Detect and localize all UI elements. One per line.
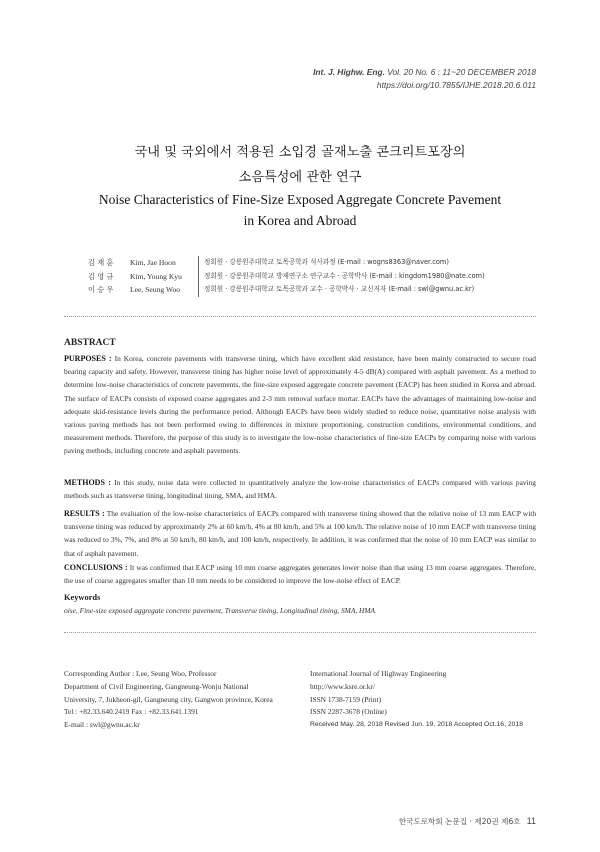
author-name-kr: 김 영 규: [88, 271, 114, 281]
abstract-heading: ABSTRACT: [64, 338, 116, 348]
issn-online: ISSN 2287-3678 (Online): [310, 707, 387, 717]
keywords-heading: Keywords: [64, 593, 101, 602]
results-label: RESULTS :: [64, 509, 105, 518]
methods-text: In this study, noise data were collected to quantitatively analyze the low-noise characteristics of EACPs compared with various paving methods such as transverse tining, longitudinal tining, SMA, and HMA.: [64, 478, 537, 501]
author-row: [88, 283, 485, 297]
author-department: Department of Civil Engineering, Gangneung-Wonju National: [64, 681, 249, 691]
journal-volume-line: [313, 66, 536, 79]
author-email[interactable]: E-mail : swl@gwnu.ac.kr: [64, 720, 140, 730]
abstract-conclusions: [64, 561, 536, 587]
page-footer: [399, 816, 536, 827]
author-row: [88, 256, 485, 270]
results-text: The evaluation of the low-noise characteristics of EACPs compared with transverse tining showed that the relative noise of 13 mm EACP with transverse tining was reduced by approximately 2% at 60 km/h, 4% at 80 km/h, and 5% at 100 km/h. The relative noise of 10 mm EACP with transverse tining was reduced to 3%, 7%, and 8% at 50 km/h, 80 km/h, and 100 km/h, respectively. In addition, it was confirmed that the noise of 10 mm EACP was similar to that of asphalt pavement.: [64, 509, 537, 558]
footer-journal-name: 한국도로학회 논문집 · 제20권 제6호: [398, 817, 521, 826]
korean-title-line2: 소음특성에 관한 연구: [238, 170, 362, 185]
journal-full-name: International Journal of Highway Engineering: [310, 669, 447, 678]
author-address: University, 7, Jukheon-gil, Gangneung city, Gangwon province, Korea: [64, 694, 273, 704]
author-name-kr: 김 재 훈: [88, 258, 114, 267]
korean-title: [0, 140, 600, 190]
issn-print: ISSN 1738-7159 (Print): [310, 694, 382, 704]
divider: [64, 316, 536, 317]
methods-label: METHODS :: [64, 478, 111, 487]
journal-issue: Vol. 20 No. 6 : 11~20 DECEMBER 2018: [384, 67, 536, 77]
purposes-text: In Korea, concrete pavements with transverse tining, which have excellent skid resistance, have been mainly constructed to secure road bearing capacity and safety. However, transverse tining has higher noise level of approximately 4-5 dB(A) compared with asphalt pavement. As a method to determine low-noise characteristics of concrete pavements, the fine-size exposed aggregate concrete pavement (EACP) has been studied in Korea and abroad. The surface of EACPs consists of exposed coarse aggregates and 2-3 mm removal surface mortar. EACPs have the advantages of maintaining low-noise and adequate skid-resistance levels during the performance period. Although EACPs have been widely studied to reduce noise, quantitative noise analysis with various paving methods has not been performed owing to differences in mixture proportioning, construction conditions, environmental conditions, and measurement methods. Therefore, the purpose of this study is to investigate the low-noise characteristics of fine-size EACPs by comparing noise with various paving methods, including concrete and asphalt pavements.: [64, 354, 536, 456]
author-name-en: Kim, Jae Hoon: [130, 258, 176, 267]
conclusions-label: CONCLUSIONS :: [64, 563, 128, 572]
received-dates: Received May. 28, 2018 Revised Jun. 19, 2018 Accepted Oct.16, 2018: [310, 721, 523, 729]
corresponding-author-block: [64, 668, 294, 732]
conclusions-text: It was confirmed that EACP using 10 mm coarse aggregates generates lower noise than that using 13 mm coarse aggregates. Therefore, the use of coarse aggregates smaller than 10 mm needs to be considered to improve the low-noise effect of EACP.: [64, 563, 536, 586]
author-affiliation: 정회원 · 강릉원주대학교 토목공학과 석사과정 (E-mail : wogns8363@naver.com): [198, 256, 449, 270]
abstract-methods: [64, 476, 536, 502]
korean-title-line1: 국내 및 국외에서 적용된 소입경 골재노출 콘크리트포장의: [134, 145, 466, 160]
english-title-line2: in Korea and Abroad: [243, 213, 357, 228]
keywords-list: oise, Fine-size exposed aggregate concrete pavement, Transverse tining, Longitudinal tining, SMA, HMA: [64, 606, 376, 615]
abstract-purposes: [64, 352, 536, 458]
journal-info-block: [310, 668, 540, 732]
corresponding-author: Corresponding Author : Lee, Seung Woo, Professor: [64, 669, 217, 678]
english-title-line1: Noise Characteristics of Fine-Size Exposed Aggregate Concrete Pavement: [98, 192, 502, 207]
author-name-en: Lee, Seung Woo: [130, 285, 181, 294]
author-name-kr: 이 승 우: [88, 285, 114, 294]
journal-url[interactable]: http://www.ksre.or.kr/: [310, 681, 376, 691]
abstract-results: [64, 507, 536, 560]
purposes-label: PURPOSES :: [64, 354, 112, 363]
author-affiliation: 정회원 · 강릉원주대학교 토목공학과 교수 · 공학박사 · 교신저자 (E-mail : swl@gwnu.ac.kr): [198, 283, 474, 297]
author-name-en: Kim, Young Kyu: [130, 271, 182, 281]
journal-header: [313, 66, 536, 92]
divider: [64, 632, 536, 633]
author-affiliation: 정회원 · 강릉원주대학교 방재연구소 연구교수 · 공학박사 (E-mail : kingdom1980@nate.com): [198, 270, 485, 284]
doi-link[interactable]: https://doi.org/10.7855/IJHE.2018.20.6.011: [376, 80, 536, 90]
author-row: [88, 270, 485, 284]
journal-name: Int. J. Highw. Eng.: [313, 67, 385, 77]
page-number: 11: [526, 816, 536, 826]
author-phone: Tel : +82.33.640.2419 Fax : +82.33.641.1391: [64, 707, 199, 717]
english-title: [0, 189, 600, 231]
author-list: [88, 256, 485, 297]
